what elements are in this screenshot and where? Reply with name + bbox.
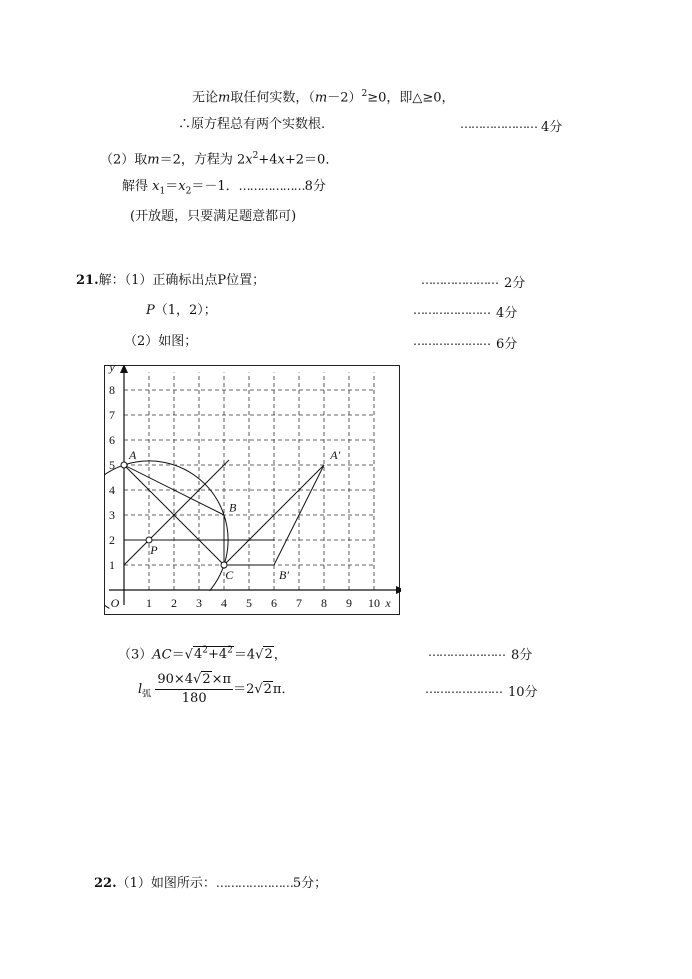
score-dots: …………………	[425, 682, 502, 696]
subscript: 2	[185, 186, 192, 197]
text: ＝4	[233, 647, 256, 663]
text: ＝	[171, 647, 185, 663]
score-dots: …………………	[413, 334, 490, 348]
var-x: x	[277, 152, 285, 168]
question-number: 21.	[76, 273, 99, 288]
text: （1）如图所示：	[116, 876, 216, 891]
var-m: m	[147, 152, 160, 168]
point-p: P	[146, 303, 155, 318]
line-solution	[122, 178, 326, 200]
geometry	[104, 460, 324, 608]
score: 6分	[496, 337, 518, 352]
superscript: 2	[361, 89, 368, 99]
x-tick-label: 3	[196, 596, 202, 610]
text: （2）取	[100, 152, 148, 168]
perpendicular-bisector-ac	[124, 460, 229, 565]
text: ＝2	[233, 682, 255, 697]
subscript: 1	[159, 186, 166, 197]
x-tick-label: 1	[146, 596, 152, 610]
coordinate-figure	[104, 365, 401, 616]
text: ≥0，即△≥0，	[367, 90, 455, 106]
text: （1）正确标出点P位置；	[124, 273, 266, 288]
y-tick-label: 7	[109, 408, 115, 422]
x-tick-label: 9	[346, 596, 352, 610]
y-tick-label: 1	[109, 558, 115, 572]
origin-label: O	[110, 596, 120, 610]
y-axis-label: y	[109, 365, 115, 374]
y-tick-label: 6	[109, 433, 115, 447]
y-axis-arrow	[120, 365, 128, 373]
line-m-any-real	[192, 86, 455, 106]
score: 4分	[541, 120, 563, 135]
y-tick-label: 4	[109, 483, 115, 497]
q21-line1	[76, 273, 265, 289]
superscript: 2	[252, 151, 259, 161]
text: ×π	[211, 672, 232, 687]
q22-line1	[94, 875, 327, 892]
label-b: B	[229, 500, 237, 515]
text: ＝	[165, 179, 179, 194]
text: 4	[193, 647, 203, 663]
text: 解得	[122, 179, 153, 194]
text: +2＝0．	[284, 152, 339, 168]
x-tick-label: 5	[246, 596, 252, 610]
text: +4	[207, 647, 228, 663]
x-tick-label: 7	[296, 596, 302, 610]
q21-line2	[146, 303, 217, 319]
var-m: m	[218, 90, 231, 106]
score: 5分；	[292, 876, 328, 891]
score-dots: …………………	[215, 876, 293, 890]
label-a: A	[129, 447, 137, 462]
x-tick-label: 8	[321, 596, 327, 610]
line-two-real-roots: ∴原方程总有两个实数根.	[178, 117, 326, 132]
score-dots: ………………	[238, 179, 305, 193]
line-open-question-note: (开放题，只要满足题意都可)	[130, 209, 297, 224]
score: 2分	[504, 276, 526, 291]
radicand: 2	[202, 672, 211, 687]
text: +4	[258, 152, 278, 168]
circle-arc	[104, 461, 228, 609]
line-part2-equation	[100, 148, 338, 168]
var-x: x	[245, 152, 253, 168]
q21-line3: （2）如图；	[124, 334, 198, 349]
text: －2）	[327, 90, 362, 106]
numerator: 90×4√2×π	[155, 671, 233, 690]
point-a-marker	[121, 462, 127, 468]
var-x: x	[152, 179, 160, 194]
text: ＝2，方程为 2	[159, 152, 246, 168]
score-dots: …………………	[421, 273, 498, 287]
subscript: 弧	[142, 689, 152, 700]
q21-arc-length: $l_弧$ $\frac{90\times 4√2\times\pi}{180}$ ＝2√2π．	[138, 672, 295, 706]
text: 解：	[98, 273, 125, 288]
label-b-prime: B′	[279, 567, 289, 582]
fraction	[155, 671, 233, 708]
x-axis-label: x	[385, 596, 391, 610]
y-tick-label: 8	[109, 383, 115, 397]
y-tick-label: 5	[109, 458, 115, 472]
label-a-prime: A′	[330, 447, 341, 462]
score-dots: …………………	[460, 117, 537, 131]
x-tick-label: 4	[221, 596, 227, 610]
y-tick-label: 3	[109, 508, 115, 522]
text: 无论	[192, 90, 219, 106]
x-tick-label: 10	[368, 596, 380, 610]
superscript: 2	[227, 646, 233, 656]
text: （3）	[118, 647, 153, 663]
radicand: 2	[264, 647, 273, 663]
text: π．	[272, 682, 295, 697]
label-c: C	[225, 567, 234, 582]
superscript: 2	[202, 646, 208, 656]
text: 取任何实数，（	[230, 90, 315, 106]
text: ＝－1．	[191, 179, 239, 194]
x-tick-label: 2	[171, 596, 177, 610]
radicand: 2	[263, 682, 272, 697]
grid	[124, 373, 374, 591]
denominator: 180	[181, 691, 207, 706]
axes	[109, 365, 401, 605]
label-p: P	[150, 542, 158, 557]
radicand	[193, 646, 234, 662]
score: 10分	[508, 685, 538, 700]
var-x: x	[178, 179, 186, 194]
score-dots: …………………	[428, 645, 505, 659]
var-m: m	[314, 90, 328, 106]
var-l: l	[138, 682, 143, 697]
score: 4分	[496, 306, 518, 321]
question-number: 22.	[94, 876, 117, 891]
text: ，	[273, 647, 287, 663]
segment-ac: AC	[152, 647, 172, 663]
x-axis-arrow	[396, 586, 401, 594]
score: 8分	[511, 648, 533, 663]
score: 8分	[304, 179, 326, 194]
text: 90×4	[157, 672, 194, 687]
x-tick-label: 6	[271, 596, 277, 610]
score-dots: …………………	[413, 303, 490, 317]
y-tick-label: 2	[109, 533, 115, 547]
q21-part3-ac: $(3)AC=√4^2+4^2=4√2$，	[118, 646, 287, 663]
text: （1，2）；	[154, 303, 217, 318]
